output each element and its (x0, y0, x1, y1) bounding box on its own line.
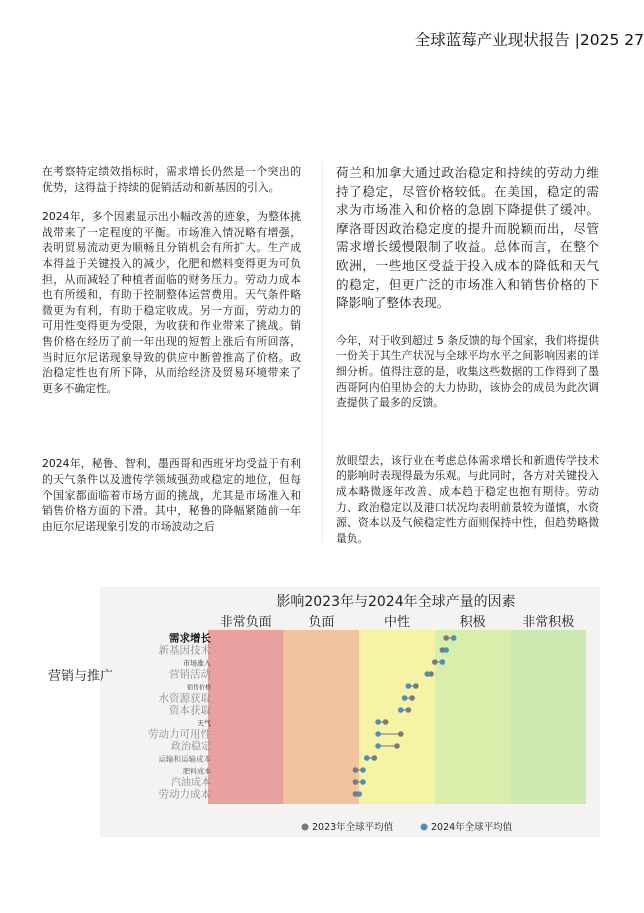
point-2023-5 (409, 695, 415, 701)
factor-label-11: 肥料成本 (183, 767, 211, 776)
point-2023-12 (353, 779, 359, 785)
factor-label-5: 水资源获取 (158, 692, 211, 705)
factor-label-1: 新基因技术 (158, 644, 211, 657)
point-2024-4 (406, 683, 412, 689)
left-paragraph-2: 2024年，多个因素显示出小幅改善的迹象，为整体挑战带来了一定程度的平衡。市场准入情况略有增强，表明贸易流动更为顺畅且分销机会有所扩大。生产成本得益于关键投入的减少，化肥和燃料变得更为可负担，从而减轻了种植者面临的财务压力。劳动力成本也有所缓和，有助于控制整体运营费用。天气条件略微更为有利，有助于稳定收成。另一方面，劳动力的可用性变得更为受限，为收获和作业带来了挑战。销售价格在经历了前一年出现的短暂上涨后有所回落，当时厄尔尼诺现象导致的供应中断曾推高了价格。政治稳定性也有所下降，从而给经济及贸易环境带来了更多不确定性。 (42, 210, 301, 395)
right-paragraph-3: 放眼望去，该行业在考虑总体需求增长和新遗传学技术的影响时表现得最为乐观。与此同时，各方对关键投入成本略微逐年改善、成本趋于稳定也抱有期待。劳动力、政治稳定以及港口状况均表明前景较为谨慎，水资源、资本以及气候稳定性方面则保持中性，但趋势略微量负。 (336, 453, 599, 545)
factor-label-3: 营销活动 (169, 668, 211, 681)
factors-chart (0, 582, 644, 842)
factor-label-10: 运输和运输成本 (158, 754, 211, 764)
point-2024-3 (424, 671, 430, 677)
chart-title: 影响2023年与2024年全球产量的因素 (276, 594, 516, 610)
zone-label-1: 负面 (308, 615, 335, 630)
point-2023-8 (398, 731, 404, 737)
factor-label-9: 政治稳定 (171, 741, 211, 753)
point-2024-11 (360, 767, 366, 773)
point-2023-11 (353, 767, 359, 773)
left-paragraph-3: 2024年，秘鲁、智利、墨西哥和西班牙均受益于有利的天气条件以及遗传学领域强劲或稳定的地位，但每个国家都面临着市场方面的挑战，尤其是市场准入和销售价格方面的下滑。其中，秘鲁的降幅紧随前一年由厄尔尼诺现象引发的市场波动之后 (42, 457, 301, 533)
legend-label-2024: 2024年全球平均值 (431, 822, 513, 833)
zone-band-3 (435, 630, 511, 804)
factor-label-0: 需求增长 (169, 632, 211, 645)
point-2023-9 (394, 743, 400, 749)
point-2024-10 (364, 755, 370, 761)
left-paragraph-1: 在考察特定绩效指标时，需求增长仍然是一个突出的优势，这得益于持续的促销活动和新基因的引入。 (42, 165, 301, 194)
point-2024-1 (443, 647, 449, 653)
zone-band-4 (510, 630, 586, 804)
point-2024-0 (451, 635, 457, 641)
point-2024-12 (360, 779, 366, 785)
zone-label-3: 积极 (459, 615, 486, 630)
chart-side-label: 营销与推广 (48, 669, 114, 684)
point-2023-6 (406, 707, 412, 713)
zone-band-1 (284, 630, 360, 804)
legend-marker-2024 (421, 824, 428, 831)
point-2023-2 (432, 659, 438, 665)
factor-label-7: 天气 (197, 719, 211, 728)
zone-label-2: 中性 (383, 615, 411, 630)
factor-label-6: 资本获取 (169, 704, 211, 717)
right-column (336, 164, 599, 546)
page-header: 全球蓝莓产业现状报告 |2025 27 (414, 31, 644, 49)
point-2024-2 (440, 659, 446, 665)
zone-band-0 (208, 630, 284, 804)
point-2023-4 (413, 683, 419, 689)
point-2023-7 (383, 719, 389, 725)
factor-label-12: 汽油成本 (171, 777, 211, 789)
legend-marker-2023 (302, 824, 309, 831)
zone-band-2 (359, 630, 435, 804)
zone-label-4: 非常积极 (522, 615, 575, 630)
factor-label-4: 销售价格 (186, 684, 211, 692)
zone-label-0: 非常负面 (219, 615, 272, 630)
point-2024-6 (398, 707, 404, 713)
right-paragraph-2: 今年，对于收到超过 5 条反馈的每个国家，我们将提供一份关于其生产状况与全球平均水平之间影响因素的详细分析。值得注意的是，收集这些数据的工作得到了墨西哥阿内伯里协会的大力协助，该协会的成员为此次调查提供了最多的反馈。 (336, 333, 599, 410)
point-2023-10 (372, 755, 378, 761)
point-2024-13 (356, 791, 362, 797)
point-2024-7 (375, 719, 381, 725)
point-2024-9 (375, 743, 381, 749)
column-divider (322, 162, 323, 542)
point-2023-0 (443, 635, 449, 641)
factor-label-13: 劳动力成本 (158, 788, 211, 801)
point-2024-5 (402, 695, 408, 701)
factor-label-2: 市场准入 (183, 659, 211, 668)
legend-label-2023: 2023年全球平均值 (312, 822, 394, 833)
left-column (42, 164, 301, 534)
right-paragraph-1: 荷兰和加拿大通过政治稳定和持续的劳动力维持了稳定，尽管价格较低。在美国，稳定的需求为市场准入和价格的急剧下降提供了缓冲。摩洛哥因政治稳定度的提升而脱颖而出，尽管需求增长缓慢限制了收益。总体而言，在整个欧洲，一些地区受益于投入成本的降低和天气的稳定，但更广泛的市场准入和销售价格的下降影响了整体表现。 (336, 165, 599, 311)
factor-label-8: 劳动力可用性 (148, 728, 211, 741)
point-2024-8 (375, 731, 381, 737)
